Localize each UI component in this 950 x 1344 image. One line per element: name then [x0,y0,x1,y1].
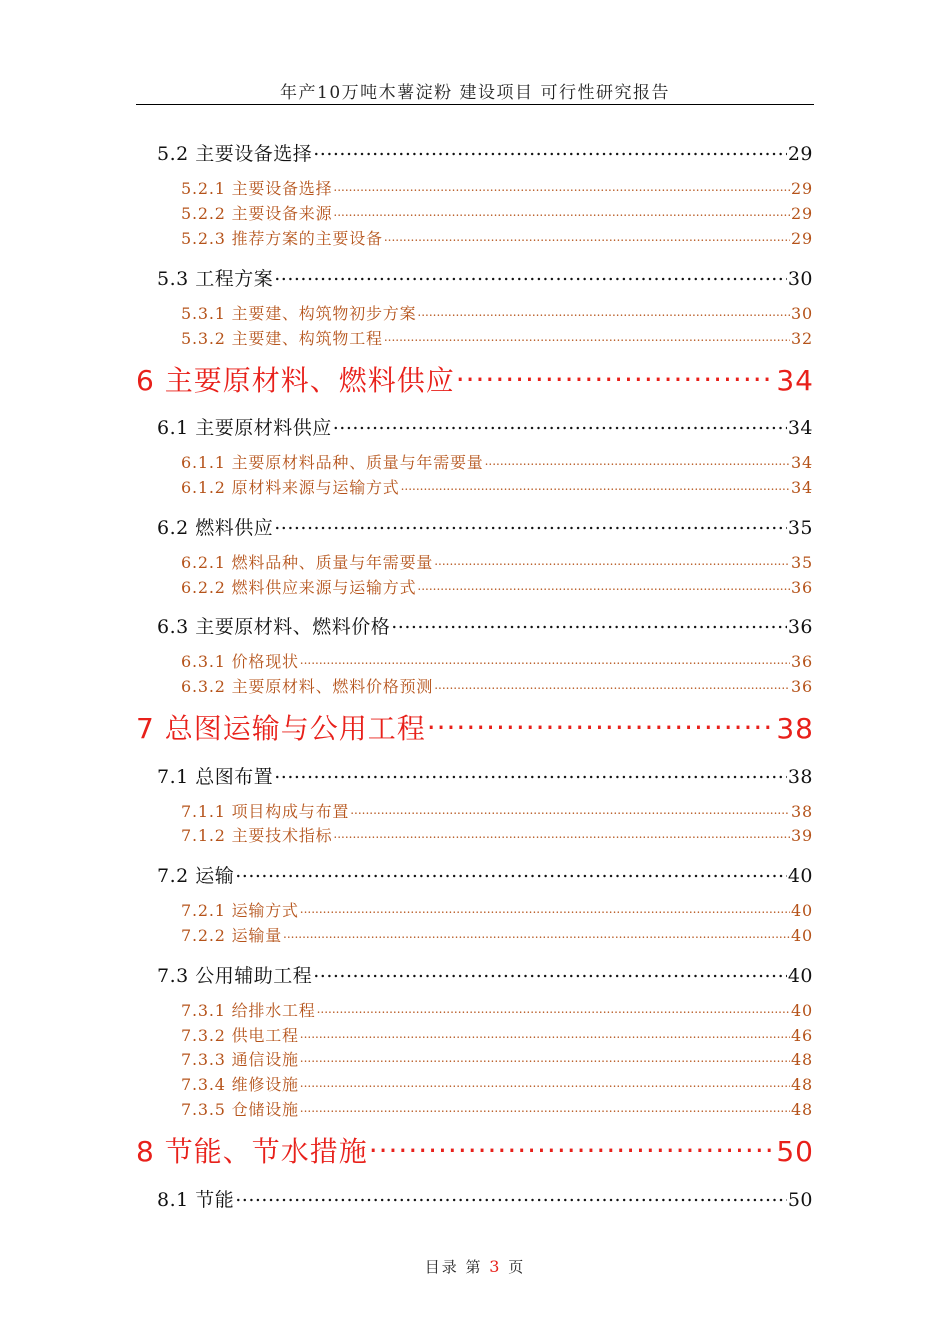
toc-label: 7.3.1 给排水工程 [181,1001,316,1020]
toc-label: 7.3.2 供电工程 [181,1026,299,1045]
toc-entry-5-3-2[interactable] [181,326,813,348]
toc-entry-7-3-4[interactable] [181,1072,813,1094]
toc-entry-6-2-2[interactable] [181,575,813,597]
toc-page: 40 [791,901,813,920]
toc-entry-7-3-1[interactable] [181,998,813,1020]
toc-entry-6-2-1[interactable] [181,550,813,572]
toc-page: 38 [776,712,814,744]
toc-entry-5-3-1[interactable] [181,301,813,323]
toc-entry-chapter-8[interactable] [136,1127,814,1167]
toc-leader [283,923,790,941]
toc-page: 48 [791,1100,813,1119]
toc-label: 6.1 主要原材料供应 [157,417,332,438]
toc-label: 7.1.1 项目构成与布置 [181,802,350,821]
toc-leader [300,1097,790,1115]
toc-entry-7-3[interactable] [157,960,813,986]
toc-entry-7-1-2[interactable] [181,823,813,845]
toc-page: 34 [791,478,813,497]
toc-page: 38 [787,766,813,787]
toc-page: 29 [791,179,813,198]
toc-leader [333,176,790,194]
toc-entry-5-2-3[interactable] [181,226,813,248]
toc-label: 6.3.2 主要原材料、燃料价格预测 [181,677,434,696]
toc-page: 36 [791,677,813,696]
toc-entry-7-1-1[interactable] [181,799,813,821]
toc-label: 6.2.1 燃料品种、质量与年需要量 [181,553,434,572]
toc-leader [274,512,787,534]
footer-prefix: 目录 第 [424,1258,483,1276]
toc-page: 36 [787,616,813,637]
toc-leader [300,1072,790,1090]
toc-label: 7 总图运输与公用工程 [136,712,426,744]
toc-page: 48 [791,1075,813,1094]
toc-leader [333,823,790,841]
toc-page: 34 [791,453,813,472]
toc-label: 8.1 节能 [157,1189,235,1210]
toc-label: 7.3 公用辅助工程 [157,965,313,986]
footer-suffix: 页 [508,1258,526,1276]
toc-entry-7-2-2[interactable] [181,923,813,945]
toc-label: 5.2.2 主要设备来源 [181,204,333,223]
toc-label: 6.3.1 价格现状 [181,652,299,671]
toc-leader [274,263,787,285]
toc-label: 5.3.2 主要建、构筑物工程 [181,329,383,348]
toc-label: 5.2.1 主要设备选择 [181,179,333,198]
toc-entry-5-2[interactable] [157,138,813,164]
toc-label: 7.2 运输 [157,865,235,886]
toc-page: 48 [791,1050,813,1069]
toc-entry-6-1-1[interactable] [181,450,813,472]
toc-label: 6.2.2 燃料供应来源与运输方式 [181,578,417,597]
toc-page: 46 [791,1026,813,1045]
toc-entry-6-3[interactable] [157,611,813,637]
page-footer [0,1256,950,1277]
running-header: 年产10万吨木薯淀粉 建设项目 可行性研究报告 [280,83,670,103]
toc-leader [313,138,787,160]
toc-page: 29 [791,229,813,248]
toc-leader [485,450,790,468]
toc-leader [401,475,790,493]
toc-leader [384,226,790,244]
toc-label: 6.3 主要原材料、燃料价格 [157,616,391,637]
toc-leader [434,674,790,692]
toc-label: 7.3.5 仓储设施 [181,1100,299,1119]
toc-page: 40 [791,1001,813,1020]
toc-entry-chapter-7[interactable] [136,704,814,744]
toc-leader [317,998,790,1016]
toc-page: 35 [791,553,813,572]
toc-page: 50 [787,1189,813,1210]
toc-leader [417,301,790,319]
toc-page: 40 [791,926,813,945]
toc-label: 8 节能、节水措施 [136,1135,368,1167]
toc-page: 34 [787,417,813,438]
toc-page: 39 [791,826,813,845]
toc-page: 30 [791,304,813,323]
toc-page: 36 [791,652,813,671]
toc-entry-7-3-5[interactable] [181,1097,813,1119]
toc-entry-5-3[interactable] [157,263,813,289]
toc-entry-7-3-2[interactable] [181,1023,813,1045]
toc-page: 32 [791,329,813,348]
toc-leader [434,550,790,568]
toc-page: 38 [791,802,813,821]
toc-entry-6-2[interactable] [157,512,813,538]
toc-leader [300,1023,790,1041]
toc-page: 50 [776,1135,814,1167]
toc-entry-7-2[interactable] [157,860,813,886]
toc-leader [313,960,787,982]
toc-leader [350,799,790,817]
page-number: 3 [489,1257,502,1276]
toc-label: 7.1 总图布置 [157,766,274,787]
toc-page: 30 [787,268,813,289]
toc-entry-8-1[interactable] [157,1184,813,1210]
toc-leader [333,201,790,219]
toc-label: 6.1.1 主要原材料品种、质量与年需要量 [181,453,484,472]
toc-leader [427,704,776,738]
toc-leader [456,356,776,390]
toc-label: 7.3.3 通信设施 [181,1050,299,1069]
toc-leader [235,860,787,882]
toc-entry-5-2-1[interactable] [181,176,813,198]
toc-leader [300,1047,790,1065]
toc-entry-7-2-1[interactable] [181,898,813,920]
toc-leader [369,1127,776,1161]
toc-leader [274,761,787,783]
toc-leader [391,611,787,633]
toc-leader [417,575,790,593]
toc-label: 7.2.2 运输量 [181,926,282,945]
toc-leader [384,326,790,344]
toc-page: 29 [791,204,813,223]
toc-label: 5.2 主要设备选择 [157,143,313,164]
toc-label: 7.2.1 运输方式 [181,901,299,920]
toc-label: 6.2 燃料供应 [157,517,274,538]
toc-page: 29 [787,143,813,164]
toc-label: 7.3.4 维修设施 [181,1075,299,1094]
toc-entry-6-3-2[interactable] [181,674,813,696]
toc-label: 5.3 工程方案 [157,268,274,289]
toc-label: 6.1.2 原材料来源与运输方式 [181,478,400,497]
toc-page: 40 [787,965,813,986]
toc-page: 35 [787,517,813,538]
toc-page: 34 [776,364,814,396]
toc-label: 6 主要原材料、燃料供应 [136,364,455,396]
toc-entry-5-2-2[interactable] [181,201,813,223]
toc-entry-6-1[interactable] [157,412,813,438]
toc-entry-7-1[interactable] [157,761,813,787]
toc-page: 40 [787,865,813,886]
toc-leader [300,898,790,916]
toc-leader [333,412,787,434]
toc-entry-6-1-2[interactable] [181,475,813,497]
toc-label: 5.3.1 主要建、构筑物初步方案 [181,304,417,323]
toc-entry-7-3-3[interactable] [181,1047,813,1069]
toc-leader [300,649,790,667]
toc-label: 5.2.3 推荐方案的主要设备 [181,229,383,248]
toc-page: 36 [791,578,813,597]
toc-entry-chapter-6[interactable] [136,356,814,396]
toc-label: 7.1.2 主要技术指标 [181,826,333,845]
toc-entry-6-3-1[interactable] [181,649,813,671]
toc-leader [235,1184,787,1206]
